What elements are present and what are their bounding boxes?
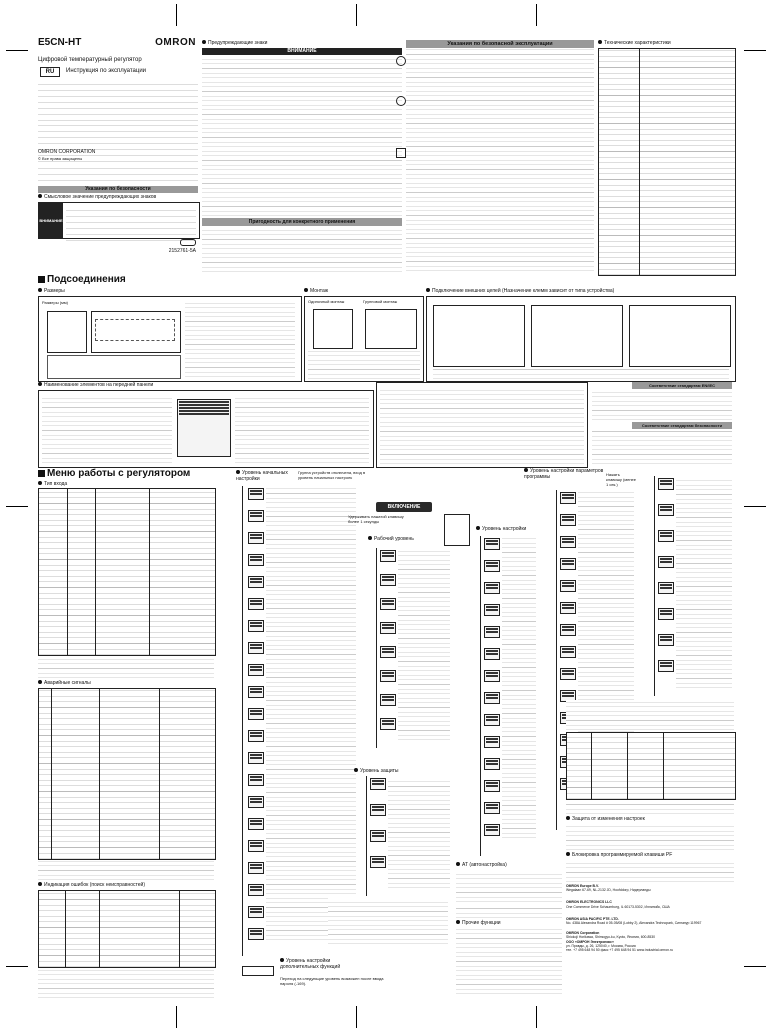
tech-table <box>598 48 736 276</box>
wiring-panel <box>426 296 736 382</box>
param-display <box>658 634 674 646</box>
address-line: Shiokoji Horikawa, Shimogyo-ku, Kyoto, Япония, 600-8530 <box>566 935 656 940</box>
crop-mark <box>744 50 766 51</box>
param-display <box>484 626 500 638</box>
tech-heading <box>598 40 734 47</box>
at-title: AT (автонастройка) <box>462 862 507 868</box>
safety-usage-heading: Указания по безопасной эксплуатации <box>406 40 594 48</box>
language-badge: RU <box>40 67 60 77</box>
param-display <box>484 758 500 770</box>
warning-side-label: ВНИМАНИЕ <box>39 203 63 238</box>
protection-table-notes <box>566 800 734 814</box>
mounting-panel <box>304 296 424 382</box>
extra-functions-text <box>456 928 562 994</box>
param-display <box>248 774 264 786</box>
address-line: OMRON ASIA PACIFIC PTE. LTD. <box>566 916 619 921</box>
standards-heading: Соответствие стандартам EN/IEC <box>632 382 732 389</box>
param-display <box>560 492 576 504</box>
application-heading: Пригодность для конкретного применения <box>202 218 402 226</box>
controller-front-drawing <box>177 399 231 457</box>
advanced-level-title: Уровень настройки дополнительных функций <box>280 958 341 970</box>
standards-safety-heading: Соответствие стандартам безопасности <box>632 422 732 429</box>
param-display <box>248 730 264 742</box>
external-title: Подключение внешних цепей <box>432 288 501 294</box>
warning-text <box>66 205 196 236</box>
address-line: Wegalaan 67-69, NL-2132 JD, Hoofddorp, Нидерланды <box>566 888 651 893</box>
param-display <box>248 488 264 500</box>
param-display <box>658 504 674 516</box>
param-display <box>248 708 264 720</box>
crop-mark <box>6 966 28 967</box>
param-display <box>484 538 500 550</box>
standards-safety-text <box>592 430 732 464</box>
crop-mark <box>176 4 177 26</box>
protection-notes <box>328 898 448 944</box>
param-display <box>380 622 396 634</box>
operation-level-label <box>368 536 418 548</box>
param-display <box>248 510 264 522</box>
adjust-level-title: Уровень настройки <box>482 526 527 532</box>
param-display <box>248 840 264 852</box>
param-display <box>484 670 500 682</box>
param-display <box>658 556 674 568</box>
standards-text <box>592 390 732 420</box>
front-panel-notes <box>42 395 172 463</box>
caution-icon <box>396 148 406 158</box>
param-display <box>484 714 500 726</box>
dimensions-panel <box>38 296 302 382</box>
param-display <box>484 648 500 660</box>
address-line: ООО «ОМРОН Электроникс» <box>566 939 614 944</box>
param-display <box>560 668 576 680</box>
address-line: OMRON Corporation <box>566 931 600 936</box>
safety-meaning <box>38 194 198 201</box>
crop-mark <box>744 966 766 967</box>
table-divider <box>179 891 180 967</box>
param-display <box>248 664 264 676</box>
input-type-heading <box>38 481 138 488</box>
safety-usage-text <box>406 49 594 271</box>
program-key-title: Блокировка программируемой клавиши PF <box>572 852 673 858</box>
spacer <box>566 909 734 917</box>
param-display <box>484 824 500 836</box>
param-display <box>484 802 500 814</box>
front-panel-box <box>38 390 374 468</box>
prohibit-icon <box>396 56 406 66</box>
operation-level-flow <box>372 550 452 750</box>
at-heading <box>456 862 556 869</box>
warning-box <box>38 202 200 239</box>
param-display <box>248 642 264 654</box>
param-display <box>380 718 396 730</box>
terminal-diagram <box>531 305 623 367</box>
address-line: тел. +7 495 648 94 50 факс +7 495 648 94 51 www.industrial.omron.ru <box>566 948 674 953</box>
model-name: E5CN-HT <box>38 37 82 48</box>
standards-column <box>592 382 734 466</box>
alarm-table <box>38 688 216 860</box>
crop-mark <box>356 1006 357 1028</box>
address-line: OMRON Europe B.V. <box>566 884 599 888</box>
protection-level-title: Уровень защиты <box>360 768 399 774</box>
param-display <box>484 736 500 748</box>
pf-key-text <box>566 700 734 730</box>
param-display <box>560 624 576 636</box>
param-display <box>248 686 264 698</box>
error-heading <box>38 882 178 889</box>
param-display <box>248 862 264 874</box>
dimensions-heading <box>38 288 138 295</box>
menu-heading <box>38 468 238 480</box>
program-level-title: Уровень настройки параметров программы <box>524 468 604 480</box>
protection-level-label <box>354 768 414 775</box>
external-heading <box>426 288 726 295</box>
param-display <box>248 752 264 764</box>
error-title: Индикация ошибок (поиск неисправностей) <box>44 882 146 888</box>
table-divider <box>663 733 664 799</box>
param-display <box>380 646 396 658</box>
param-display <box>248 906 264 918</box>
at-text <box>456 870 562 902</box>
initial-level-title: Уровень начальных настройки <box>236 470 288 482</box>
adjust-level-label <box>476 526 536 534</box>
crop-mark <box>356 4 357 26</box>
terminal-labels <box>185 303 295 377</box>
intro-text <box>38 79 198 147</box>
menu-title: Меню работы с регулятором <box>47 468 191 479</box>
terminal-diagram <box>629 305 731 367</box>
param-display <box>380 694 396 706</box>
param-display <box>484 604 500 616</box>
input-type-table <box>38 488 216 656</box>
cutout-group <box>365 309 417 349</box>
advanced-level-note: Переход на следующие уровень возможен после ввода пароля (-169). <box>280 976 384 986</box>
param-display <box>248 576 264 588</box>
table-divider <box>99 891 100 967</box>
param-display <box>484 780 500 792</box>
at-notes <box>456 904 562 918</box>
rights-line: © Все права защищены <box>38 156 83 161</box>
table-divider <box>51 689 52 859</box>
extra-functions-heading <box>456 920 556 927</box>
prohibit-icon <box>396 96 406 106</box>
doc-code <box>126 239 196 255</box>
initial-level-flow <box>240 488 360 958</box>
table-divider <box>159 689 160 859</box>
wiring-notes <box>433 367 729 379</box>
alarm-title: Аварийные сигналы <box>44 680 91 686</box>
power-on-label: ВКЛЮЧЕНИЕ <box>376 502 432 512</box>
param-display <box>370 804 386 816</box>
mount-group-label: Групповой монтаж <box>363 299 398 304</box>
param-display <box>248 796 264 808</box>
protection-level-flow <box>362 778 452 898</box>
alarm-heading <box>38 680 138 687</box>
front-panel-callouts <box>235 395 369 463</box>
cutout-single <box>313 309 353 349</box>
crop-mark <box>6 506 28 507</box>
param-display <box>560 580 576 592</box>
param-display <box>380 550 396 562</box>
param-display <box>370 830 386 842</box>
param-display <box>248 884 264 896</box>
param-display <box>658 530 674 542</box>
table-divider <box>95 489 96 655</box>
param-display <box>370 856 386 868</box>
key-note-box <box>444 514 470 546</box>
connections-title: Подсоединения <box>47 274 126 285</box>
right-level-flow <box>650 478 734 698</box>
advanced-level-label <box>280 958 350 972</box>
param-display <box>380 670 396 682</box>
param-display <box>484 582 500 594</box>
external-note: (Назначение клемм зависит от типа устройства) <box>502 288 615 294</box>
initial-level-note: Группа устройств отключена, вход в уровень начальных настроек <box>298 470 366 480</box>
param-display <box>560 514 576 526</box>
table-divider <box>627 733 628 799</box>
input-type-title: Тип входа <box>44 481 68 487</box>
application-text <box>202 227 402 272</box>
tech-title: Технические характеристики <box>604 40 671 46</box>
dimensions-title: Размеры <box>44 288 65 294</box>
program-key-heading <box>566 852 734 859</box>
instruction-sheet <box>36 36 736 1002</box>
param-display <box>658 478 674 490</box>
param-display <box>658 582 674 594</box>
protection-heading <box>566 816 734 823</box>
safety-heading: Указания по безопасности <box>38 186 198 193</box>
crop-mark <box>536 1006 537 1028</box>
table-divider <box>65 891 66 967</box>
warning-bar: ВНИМАНИЕ <box>202 48 402 55</box>
warning-list <box>202 56 402 216</box>
crop-mark <box>536 4 537 26</box>
operation-level-title: Рабочий уровень <box>374 536 414 542</box>
side-view-detail <box>95 319 175 341</box>
return-arrow-box <box>242 966 274 976</box>
crop-mark <box>6 50 28 51</box>
doc-info <box>38 163 198 185</box>
param-display <box>248 620 264 632</box>
table-divider <box>591 733 592 799</box>
param-display <box>560 646 576 658</box>
adjust-params-text <box>502 538 536 838</box>
protection-table <box>566 732 736 800</box>
param-display <box>380 598 396 610</box>
press-hold-note: Удерживать нажатой клавишу более 1 секунды <box>348 514 404 524</box>
protection-params-text <box>388 778 450 888</box>
param-display <box>658 608 674 620</box>
front-view-drawing <box>47 311 87 353</box>
param-display <box>658 660 674 672</box>
initial-params-text <box>266 488 356 940</box>
param-display <box>248 554 264 566</box>
error-notes <box>38 968 214 998</box>
address-line: One Commerce Drive Schaumburg, IL 60173-5302, Иллинойс, США <box>566 904 670 909</box>
terminal-block <box>47 355 181 379</box>
param-display <box>484 560 500 572</box>
warn-symbols-title: Предупреждающие знаки <box>208 40 268 46</box>
param-display <box>560 558 576 570</box>
error-table <box>38 890 216 968</box>
program-level-label <box>524 468 604 486</box>
address-line: OMRON ELECTRONICS LLC <box>566 900 612 905</box>
param-display <box>370 778 386 790</box>
param-display <box>484 692 500 704</box>
input-type-notes <box>38 656 214 678</box>
subtitle: Цифровой температурный регулятор <box>38 57 142 63</box>
spacer <box>566 892 734 900</box>
table-divider <box>67 489 68 655</box>
alarm-notes <box>38 860 214 880</box>
mounting-notes <box>308 351 420 379</box>
param-display <box>248 818 264 830</box>
initial-level-label <box>236 470 296 484</box>
manual-title: Инструкция по эксплуатации <box>66 68 147 74</box>
terminal-diagram <box>433 305 525 367</box>
press-once-note: Нажать клавишу (менее 1 сек.) <box>606 472 636 487</box>
param-display <box>248 532 264 544</box>
address-block <box>566 884 734 998</box>
mounting-heading <box>304 288 424 295</box>
extra-functions-title: Прочие функции <box>462 920 501 926</box>
operation-params-text <box>398 550 450 740</box>
program-key-text <box>566 860 734 882</box>
right-params-text <box>676 478 732 688</box>
connections-heading <box>38 274 238 286</box>
front-panel-title: Наименование элементов на передней панели <box>44 382 154 388</box>
table-divider <box>99 689 100 859</box>
mount-single-label: Одиночный монтаж <box>308 299 345 304</box>
param-display <box>248 928 264 940</box>
document-code: 2152761-5A <box>168 248 196 254</box>
adjust-level-flow <box>476 538 538 858</box>
logo-mark <box>180 239 196 246</box>
param-display <box>560 536 576 548</box>
param-display <box>248 598 264 610</box>
warn-symbols-heading <box>202 40 402 47</box>
omron-logo: OMRON <box>155 37 196 48</box>
crop-mark <box>176 1006 177 1028</box>
param-display <box>380 574 396 586</box>
dimensions-unit-label: Размеры (мм) <box>42 300 68 305</box>
safety-meaning-text: Смысловое значение предупреждающих знаков <box>44 194 157 200</box>
crop-mark <box>744 506 766 507</box>
display-description-box <box>376 382 588 468</box>
protection-text <box>566 824 734 850</box>
front-panel-heading <box>38 382 238 389</box>
param-display <box>560 602 576 614</box>
table-divider <box>639 49 640 275</box>
table-divider <box>149 489 150 655</box>
mounting-title: Монтаж <box>310 288 329 294</box>
address-line: No. 438A Alexandra Road # 05-05/08 (Lobby 2), Alexandra Technopark, Сингапур 119967 <box>566 921 702 926</box>
address-line: ул. Правды, д. 26, 125040, г. Москва, Россия <box>566 943 636 948</box>
display-description-text <box>380 386 584 464</box>
protection-title: Защита от изменения настроек <box>572 816 645 822</box>
company-name: OMRON CORPORATION <box>38 149 96 155</box>
